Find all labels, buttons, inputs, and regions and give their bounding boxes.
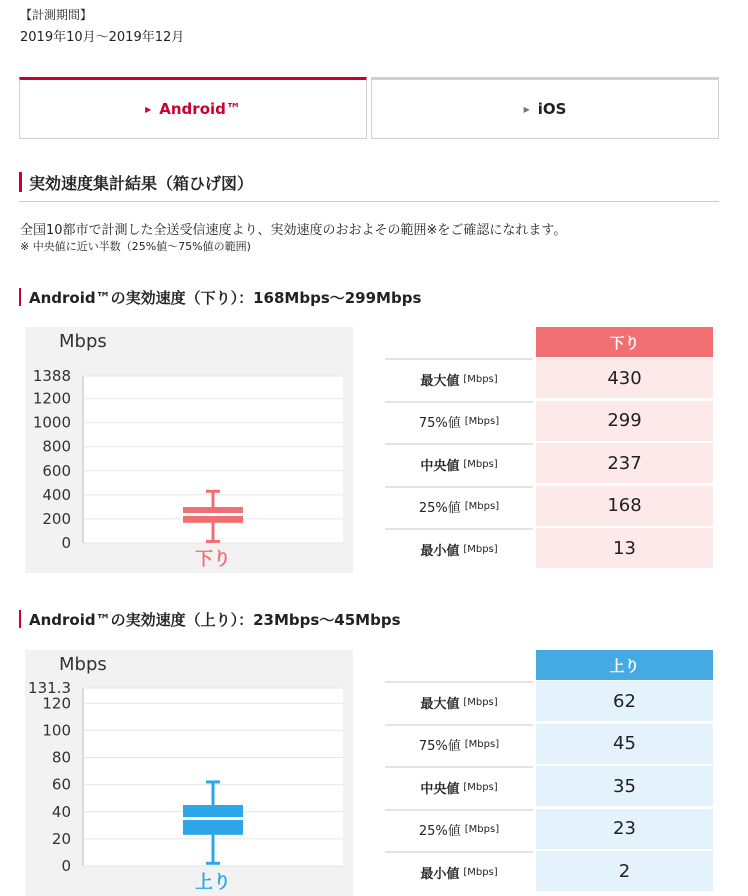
- y-tick-label: 800: [42, 437, 71, 456]
- stats-row-value: 237: [536, 443, 713, 483]
- stats-row: [385, 401, 713, 441]
- y-tick-label: 100: [42, 721, 71, 740]
- upload-boxplot: [25, 650, 353, 891]
- download-heading-text: Android™の実効速度（下り）：168Mbps～299Mbps: [29, 289, 422, 307]
- y-tick-label: 400: [42, 485, 71, 504]
- stats-row-label: [385, 528, 533, 568]
- stats-row: [385, 809, 713, 849]
- y-tick-label: 1200: [32, 389, 71, 408]
- stats-row: [385, 851, 713, 891]
- stats-row-value: 23: [536, 809, 713, 849]
- stats-row-value: 168: [536, 486, 713, 526]
- y-tick-label: 60: [51, 775, 71, 794]
- period-value: 2019年10月～2019年12月: [20, 30, 185, 45]
- stats-row-unit: [Mbps]: [463, 458, 498, 470]
- y-tick-label: 120: [42, 694, 71, 713]
- stats-row-label-text: 中央値: [420, 458, 460, 474]
- stats-row-value: 45: [536, 724, 713, 764]
- stats-row: [385, 724, 713, 764]
- download-boxplot: [25, 327, 353, 573]
- y-tick-label: 0: [61, 534, 71, 552]
- stats-row: [385, 486, 713, 526]
- triangle-right-icon: ▶: [523, 104, 530, 114]
- triangle-right-icon: ▶: [145, 104, 152, 114]
- upload-heading-text: Android™の実効速度（上り）：23Mbps～45Mbps: [29, 611, 401, 629]
- y-tick-label: 1388: [32, 367, 71, 385]
- upload-chart: [25, 650, 353, 896]
- y-tick-label: 20: [51, 829, 71, 848]
- stats-row-label: [385, 443, 533, 483]
- stats-row-label-text: 最大値: [420, 373, 460, 389]
- series-label: 上り: [195, 872, 231, 891]
- y-tick-label: 0: [61, 857, 71, 875]
- stats-row-unit: [Mbps]: [463, 696, 498, 708]
- stats-row-label-text: 75%値: [418, 416, 461, 431]
- stats-row-unit: [Mbps]: [463, 543, 498, 555]
- series-label: 下り: [195, 549, 231, 570]
- section-heading: [19, 170, 719, 202]
- stats-row: [385, 766, 713, 806]
- heading-accent-bar: [19, 610, 21, 628]
- y-tick-label: 600: [42, 461, 71, 480]
- stats-row: [385, 443, 713, 483]
- download-chart: [25, 327, 353, 573]
- period-label: 【計測期間】: [20, 8, 93, 22]
- stats-row-label: [385, 851, 533, 891]
- section-description: 全国10都市で計測した全送受信速度より、実効速度のおおよその範囲※をご確認になれます。: [20, 223, 567, 238]
- stats-row: [385, 681, 713, 721]
- stats-row-value: 2: [536, 851, 713, 891]
- stats-row-value: 299: [536, 401, 713, 441]
- y-tick-label: 1000: [32, 413, 71, 432]
- stats-row-unit: [Mbps]: [463, 866, 498, 878]
- stats-row-label-text: 25%値: [418, 824, 461, 839]
- stats-row-label-text: 25%値: [418, 501, 461, 516]
- section-note: ※ 中央値に近い半数（25%値～75%値の範囲): [20, 240, 251, 253]
- stats-row: [385, 358, 713, 398]
- stats-row-label: [385, 766, 533, 806]
- stats-row-label-text: 最小値: [420, 866, 460, 882]
- stats-row: [385, 528, 713, 568]
- upload-chart-unit: Mbps: [59, 654, 107, 675]
- y-tick-label: 131.3: [28, 679, 71, 697]
- upload-stats-header: 上り: [536, 650, 713, 680]
- stats-row-label-text: 中央値: [420, 781, 460, 797]
- stats-row-unit: [Mbps]: [464, 416, 500, 427]
- stats-row-label: [385, 358, 533, 398]
- download-heading: [19, 287, 719, 309]
- download-chart-unit: Mbps: [59, 331, 107, 352]
- stats-row-label-text: 最大値: [420, 696, 460, 712]
- stats-row-label: [385, 401, 533, 441]
- y-tick-label: 200: [42, 509, 71, 528]
- stats-row-unit: [Mbps]: [464, 739, 500, 750]
- stats-row-label: [385, 486, 533, 526]
- stats-row-unit: [Mbps]: [464, 501, 500, 512]
- heading-accent-bar: [19, 172, 22, 192]
- y-tick-label: 80: [51, 748, 71, 767]
- tab-ios[interactable]: [371, 77, 719, 139]
- stats-row-unit: [Mbps]: [463, 373, 498, 385]
- tab-android[interactable]: [19, 77, 367, 139]
- tab-android-label: Android™: [159, 100, 241, 118]
- section-title: 実効速度集計結果（箱ひげ図）: [29, 174, 254, 193]
- stats-row-label: [385, 681, 533, 721]
- tab-ios-label: iOS: [537, 100, 567, 118]
- stats-row-value: 13: [536, 528, 713, 568]
- upload-heading: [19, 609, 719, 631]
- stats-row-value: 62: [536, 681, 713, 721]
- stats-row-value: 35: [536, 766, 713, 806]
- heading-accent-bar: [19, 288, 21, 306]
- stats-row-unit: [Mbps]: [463, 781, 498, 793]
- stats-row-value: 430: [536, 358, 713, 398]
- stats-row-label-text: 最小値: [420, 543, 460, 559]
- download-stats-header: 下り: [536, 327, 713, 357]
- stats-row-label-text: 75%値: [418, 739, 461, 754]
- y-tick-label: 40: [51, 802, 71, 821]
- stats-row-label: [385, 724, 533, 764]
- stats-row-label: [385, 809, 533, 849]
- stats-row-unit: [Mbps]: [464, 824, 500, 835]
